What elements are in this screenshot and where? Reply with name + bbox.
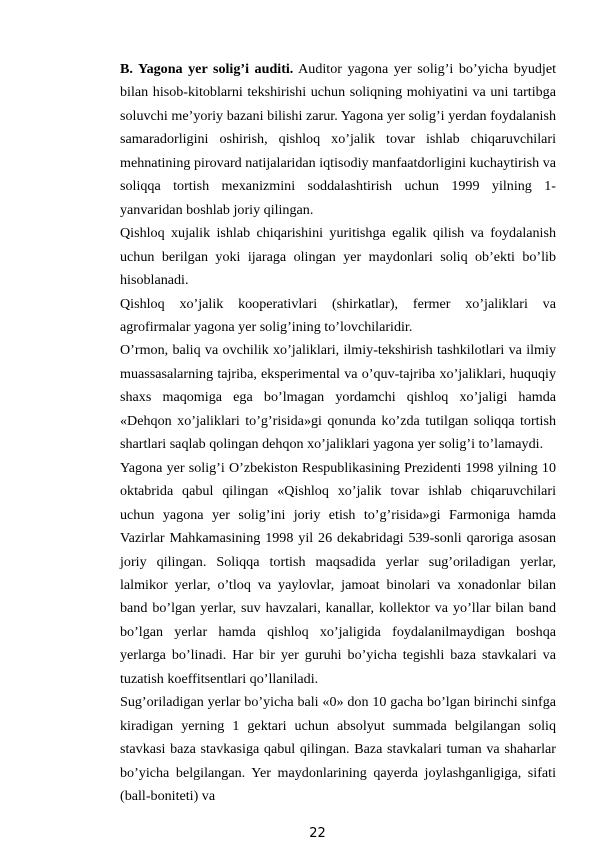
paragraph-text: Sug’oriladigan yerlar bo’yicha bali «0» don 10 gacha bo’lgan birinchi sinfga kiradigan yerning 1 gektari uchun absolyut summada belgilangan soliq stavkasi baza stavkasiga qabul qilingan. Baza stavkalari tuman va shaharlar bo’yicha belgilangan. Yer maydonlarining qayerda joylashganligiga, sifati (ball-boniteti) va — [120, 694, 556, 805]
paragraph-text: Yagona yer solig’i O’zbekiston Respublikasining Prezidenti 1998 yilning 10 oktabrida qabul qilingan «Qishloq xo’jalik tovar ishlab chiqaruvchilari uchun yagona yer solig’ini joriy etish to’g’risida»gi Farmoniga hamda Vazirlar Mahkamasining 1998 yil 26 dekabridagi 539-sonli qaroriga asosan joriy qilingan. Soliqqa tortish maqsadida yerlar sug’oriladigan yerlar, lalmikor yerlar, o’tloq va yaylovlar, jamoat binolari va xonadonlar bilan band bo’lgan yerlar, suv havzalari, kanallar, kollektor va yo’llar bilan band bo’lgan yerlar hamda qishloq xo’jaligida foydalanilmaydigan boshqa yerlarga bo’linadi. Har bir yer guruhi bo’yicha tegishli baza stavkalari va tuzatish koeffitsentlari qo’llaniladi. — [120, 459, 556, 687]
section-heading: B. Yagona yer solig’i auditi. — [120, 61, 294, 77]
paragraph-text: O’rmon, baliq va ovchilik xo’jaliklari, ilmiy-tekshirish tashkilotlari va ilmiy muassasalarning tajriba, eksperimental va o’quv-tajriba xo’jaliklari, huquqiy shaxs maqomiga ega bo’lmagan yordamchi qishloq xo’jaligi hamda «Dehqon xo’jaliklari to’g’risida»gi qonunda ko’zda tutilgan soliqqa tortish shartlari saqlab qolingan dehqon xo’jaliklari yagona yer solig’i to’lamaydi. — [120, 342, 556, 453]
paragraph-rates — [120, 691, 556, 808]
paragraph-legal-basis — [120, 457, 556, 692]
paragraph-exemptions — [120, 339, 556, 456]
paragraph-text: Auditor yagona yer solig’i bo’yicha byudjet bilan hisob-kitoblarni tekshirishi uchun soliqning mohiyatini va uni tartibga soluvchi me’yoriy bazani bilishi zarur. Yagona yer solig’i yerdan foydalanish samaradorligini oshirish, qishloq xo’jalik tovar ishlab chiqaruvchilari mehnatining pirovard natijalaridan iqtisodiy manfaatdorligini kuchaytirish va soliqqa tortish mexanizmini soddalashtirish uchun 1999 yilning 1-yanvaridan boshlab joriy qilingan. — [120, 61, 557, 218]
document-body — [120, 58, 556, 809]
page-number-text: 22 — [309, 826, 326, 841]
paragraph-object — [120, 222, 556, 292]
paragraph-payers — [120, 293, 556, 340]
paragraph-text: Qishloq xo’jalik kooperativlari (shirkatlar), fermer xo’jaliklari va agrofirmalar yagona yer solig’ining to’lovchilaridir. — [120, 295, 556, 335]
paragraph-text: Qishloq xujalik ishlab chiqarishini yuritishga egalik qilish va foydalanish uchun berilgan yoki ijaraga olingan yer maydonlari soliq ob’ekti bo’lib hisoblanadi. — [120, 225, 556, 289]
paragraph-intro — [120, 58, 556, 222]
page-number — [0, 826, 595, 842]
